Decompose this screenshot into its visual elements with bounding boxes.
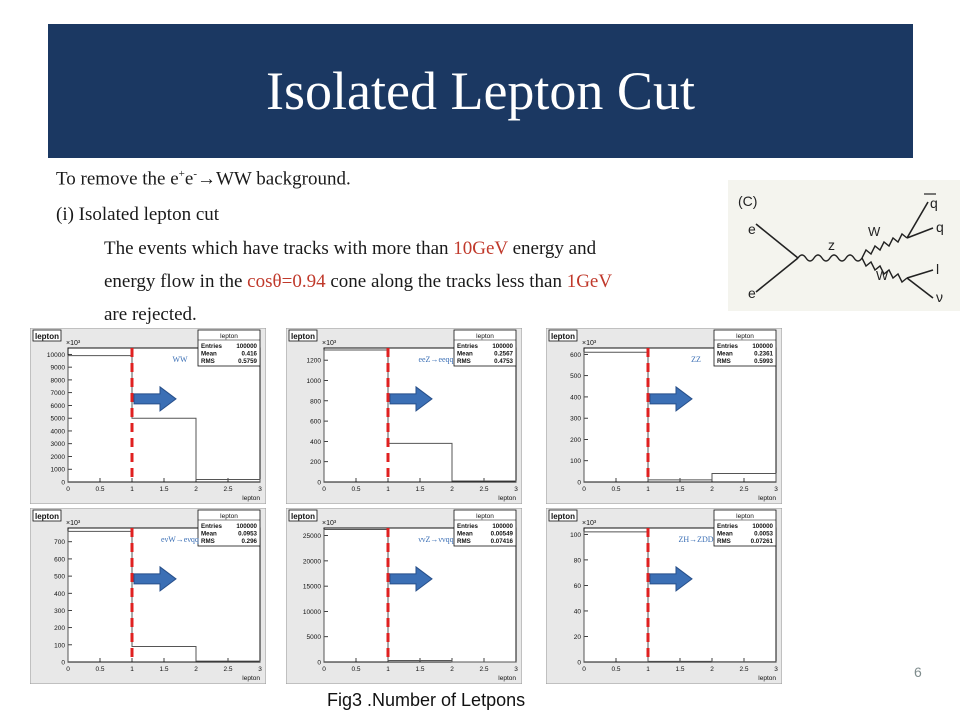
stats-value: 100000 xyxy=(752,523,773,530)
stats-value: 0.00549 xyxy=(490,530,513,538)
stats-value: 0.4753 xyxy=(494,358,513,365)
feynman-panel-label: (C) xyxy=(738,193,758,209)
x-tick-label: 0 xyxy=(322,666,326,673)
histogram-eez xyxy=(286,328,522,504)
x-tick-label: 2 xyxy=(450,486,454,493)
x-tick-label: 0.5 xyxy=(351,666,361,673)
x-tick-label: 3 xyxy=(258,666,262,673)
axis-exponent: ×10³ xyxy=(66,340,81,347)
x-tick-label: 1 xyxy=(130,486,134,493)
x-tick-label: 1 xyxy=(646,486,650,493)
x-tick-label: 0.5 xyxy=(95,486,105,493)
intro-sup-minus: - xyxy=(193,168,197,180)
x-axis-label: lepton xyxy=(242,495,260,502)
axis-exponent: ×10³ xyxy=(322,340,337,347)
stats-value: 100000 xyxy=(236,343,257,350)
y-tick-label: 800 xyxy=(310,398,321,406)
axis-exponent: ×10³ xyxy=(582,520,597,527)
y-tick-label: 200 xyxy=(570,436,581,444)
cone-value: cosθ=0.94 xyxy=(247,271,326,292)
y-tick-label: 200 xyxy=(54,625,65,633)
title-bar xyxy=(48,24,913,158)
x-tick-label: 1 xyxy=(386,486,390,493)
stats-key: Mean xyxy=(201,530,217,538)
x-tick-label: 0 xyxy=(66,666,70,673)
criterion-line-3: are rejected. xyxy=(104,304,197,325)
x-tick-label: 0 xyxy=(322,486,326,493)
criterion-2-part-b: cone along the tracks less than xyxy=(325,271,567,292)
axis-exponent: ×10³ xyxy=(322,520,337,527)
stats-key: RMS xyxy=(457,358,471,365)
stats-key: Entries xyxy=(201,523,222,530)
y-tick-label: 1200 xyxy=(306,357,321,365)
stats-key: RMS xyxy=(457,538,471,545)
x-tick-label: 0 xyxy=(582,486,586,493)
x-tick-label: 0.5 xyxy=(611,666,621,673)
x-tick-label: 2.5 xyxy=(739,666,749,673)
x-tick-label: 1.5 xyxy=(675,666,685,673)
y-tick-label: 400 xyxy=(54,590,65,598)
y-tick-label: 6000 xyxy=(50,402,65,410)
process-label: ZZ xyxy=(691,355,701,364)
histogram-title: lepton xyxy=(551,512,575,521)
histogram-enuw xyxy=(30,508,266,684)
y-tick-label: 20 xyxy=(573,633,581,641)
y-tick-label: 5000 xyxy=(306,634,321,642)
x-tick-label: 3 xyxy=(514,666,518,673)
x-tick-label: 3 xyxy=(258,486,262,493)
x-tick-label: 2.5 xyxy=(479,666,489,673)
feynman-e-bottom-label: e xyxy=(748,285,756,301)
stats-title: lepton xyxy=(220,513,238,520)
x-axis-label: lepton xyxy=(242,675,260,682)
y-tick-label: 100 xyxy=(570,531,581,539)
x-tick-label: 2.5 xyxy=(479,486,489,493)
stats-key: RMS xyxy=(717,538,731,545)
stats-key: RMS xyxy=(717,358,731,365)
y-tick-label: 40 xyxy=(573,608,581,616)
y-tick-label: 300 xyxy=(570,415,581,423)
y-tick-label: 300 xyxy=(54,607,65,615)
y-tick-label: 0 xyxy=(61,659,65,667)
y-tick-label: 500 xyxy=(570,373,581,381)
y-tick-label: 700 xyxy=(54,539,65,547)
y-tick-label: 20000 xyxy=(302,558,321,566)
stats-key: RMS xyxy=(201,538,215,545)
y-tick-label: 60 xyxy=(573,582,581,590)
x-tick-label: 2 xyxy=(194,486,198,493)
histogram-title: lepton xyxy=(35,512,59,521)
intro-part-2: e xyxy=(184,168,194,190)
plot-frame xyxy=(584,348,776,482)
section-heading: (i) Isolated lepton cut xyxy=(56,204,220,225)
y-tick-label: 25000 xyxy=(302,533,321,541)
y-tick-label: 600 xyxy=(310,418,321,426)
axis-exponent: ×10³ xyxy=(66,520,81,527)
histogram-ww xyxy=(30,328,266,504)
stats-title: lepton xyxy=(736,333,754,340)
histogram-title: lepton xyxy=(291,332,315,341)
feynman-w-top-label: W xyxy=(868,224,881,239)
feynman-z-label: z xyxy=(828,237,835,253)
stats-key: Entries xyxy=(457,523,478,530)
stats-key: Mean xyxy=(717,350,733,358)
stats-title: lepton xyxy=(476,513,494,520)
y-tick-label: 10000 xyxy=(46,351,65,359)
stats-value: 0.0953 xyxy=(238,530,257,538)
y-tick-label: 100 xyxy=(570,458,581,466)
y-tick-label: 9000 xyxy=(50,364,65,372)
x-tick-label: 3 xyxy=(514,486,518,493)
stats-key: Entries xyxy=(201,343,222,350)
y-tick-label: 600 xyxy=(54,556,65,564)
feynman-nu-label: ν xyxy=(936,289,943,305)
y-tick-label: 200 xyxy=(310,459,321,467)
stats-value: 0.07261 xyxy=(750,538,773,545)
criterion-2-part-a: energy flow in the xyxy=(104,271,248,292)
x-tick-label: 0.5 xyxy=(351,486,361,493)
x-tick-label: 1 xyxy=(646,666,650,673)
energy-flow-threshold: 1GeV xyxy=(566,271,613,292)
stats-value: 0.2567 xyxy=(494,350,513,358)
x-tick-label: 2.5 xyxy=(223,486,233,493)
y-tick-label: 0 xyxy=(317,659,321,667)
criterion-1-part-b: energy and xyxy=(507,238,597,259)
process-label: eeZ→eeqq xyxy=(418,355,454,364)
plot-frame xyxy=(584,528,776,662)
stats-value: 100000 xyxy=(492,343,513,350)
x-tick-label: 2 xyxy=(710,486,714,493)
x-axis-label: lepton xyxy=(758,675,776,682)
intro-part-3: →WW background. xyxy=(196,168,351,190)
x-tick-label: 1.5 xyxy=(159,486,169,493)
slide-title: Isolated Lepton Cut xyxy=(266,61,695,121)
histogram-title: lepton xyxy=(291,512,315,521)
stats-key: Mean xyxy=(457,350,473,358)
x-tick-label: 0.5 xyxy=(611,486,621,493)
y-tick-label: 5000 xyxy=(50,415,65,423)
y-tick-label: 400 xyxy=(570,394,581,402)
plot-frame xyxy=(68,348,260,482)
y-tick-label: 0 xyxy=(317,479,321,487)
histogram-title: lepton xyxy=(35,332,59,341)
y-tick-label: 15000 xyxy=(302,583,321,591)
criterion-line-2 xyxy=(104,271,612,293)
x-axis-label: lepton xyxy=(758,495,776,502)
stats-value: 100000 xyxy=(492,523,513,530)
x-tick-label: 3 xyxy=(774,666,778,673)
intro-line xyxy=(56,168,351,190)
stats-key: Entries xyxy=(717,523,738,530)
histogram-zh xyxy=(546,508,782,684)
y-tick-label: 80 xyxy=(573,557,581,565)
criterion-1-part-a: The events which have tracks with more than xyxy=(104,238,454,259)
feynman-l-label: l xyxy=(936,261,940,277)
feynman-w-bottom-label: W xyxy=(876,268,889,283)
x-tick-label: 3 xyxy=(774,486,778,493)
x-tick-label: 1.5 xyxy=(415,486,425,493)
feynman-e-top-label: e xyxy=(748,221,756,237)
plot-frame xyxy=(324,528,516,662)
stats-key: Mean xyxy=(717,530,733,538)
intro-part-1: To remove the e xyxy=(56,168,179,190)
y-tick-label: 100 xyxy=(54,642,65,650)
y-tick-label: 8000 xyxy=(50,377,65,385)
y-tick-label: 400 xyxy=(310,438,321,446)
stats-value: 0.5993 xyxy=(754,358,773,365)
figure-caption: Fig3 .Number of Letpons xyxy=(327,690,526,710)
process-label: ννZ→ννqq xyxy=(418,535,454,544)
stats-value: 100000 xyxy=(236,523,257,530)
y-tick-label: 0 xyxy=(577,659,581,667)
stats-key: Mean xyxy=(201,350,217,358)
stats-value: 0.416 xyxy=(241,350,257,358)
histogram-title: lepton xyxy=(551,332,575,341)
x-tick-label: 2 xyxy=(194,666,198,673)
x-tick-label: 0 xyxy=(582,666,586,673)
axis-exponent: ×10³ xyxy=(582,340,597,347)
stats-key: Entries xyxy=(717,343,738,350)
process-label: eνW→eνqq xyxy=(161,535,199,544)
process-label: ZH→ZDD xyxy=(678,535,714,544)
x-tick-label: 1.5 xyxy=(675,486,685,493)
stats-key: Entries xyxy=(457,343,478,350)
x-axis-label: lepton xyxy=(498,495,516,502)
x-tick-label: 1 xyxy=(386,666,390,673)
y-tick-label: 500 xyxy=(54,573,65,581)
y-tick-label: 10000 xyxy=(302,608,321,616)
x-tick-label: 1.5 xyxy=(415,666,425,673)
feynman-qbar-label: q xyxy=(930,195,938,211)
y-tick-label: 1000 xyxy=(50,466,65,474)
plot-frame xyxy=(324,348,516,482)
x-tick-label: 1.5 xyxy=(159,666,169,673)
intro-sup-plus: + xyxy=(178,168,185,180)
stats-value: 0.2361 xyxy=(754,350,773,358)
plot-frame xyxy=(68,528,260,662)
x-tick-label: 0 xyxy=(66,486,70,493)
x-axis-label: lepton xyxy=(498,675,516,682)
histogram-zz xyxy=(546,328,782,504)
stats-title: lepton xyxy=(220,333,238,340)
energy-threshold: 10GeV xyxy=(453,238,508,259)
stats-key: RMS xyxy=(201,358,215,365)
stats-key: Mean xyxy=(457,530,473,538)
feynman-q-label: q xyxy=(936,219,944,235)
y-tick-label: 600 xyxy=(570,351,581,359)
x-tick-label: 0.5 xyxy=(95,666,105,673)
stats-value: 0.0053 xyxy=(754,530,773,538)
y-tick-label: 0 xyxy=(61,479,65,487)
y-tick-label: 7000 xyxy=(50,390,65,398)
x-tick-label: 2.5 xyxy=(223,666,233,673)
stats-title: lepton xyxy=(736,513,754,520)
y-tick-label: 3000 xyxy=(50,441,65,449)
x-tick-label: 1 xyxy=(130,666,134,673)
stats-title: lepton xyxy=(476,333,494,340)
y-tick-label: 4000 xyxy=(50,428,65,436)
y-tick-label: 2000 xyxy=(50,453,65,461)
x-tick-label: 2 xyxy=(450,666,454,673)
y-tick-label: 0 xyxy=(577,479,581,487)
page-number: 6 xyxy=(914,664,922,680)
criterion-line-1 xyxy=(104,238,596,260)
stats-value: 0.07416 xyxy=(490,538,513,545)
stats-value: 100000 xyxy=(752,343,773,350)
x-tick-label: 2.5 xyxy=(739,486,749,493)
x-tick-label: 2 xyxy=(710,666,714,673)
stats-value: 0.5759 xyxy=(238,358,257,365)
process-label: WW xyxy=(172,355,188,364)
y-tick-label: 1000 xyxy=(306,377,321,385)
histogram-nunuz xyxy=(286,508,522,684)
stats-value: 0.296 xyxy=(241,538,257,545)
feynman-diagram xyxy=(728,180,960,311)
